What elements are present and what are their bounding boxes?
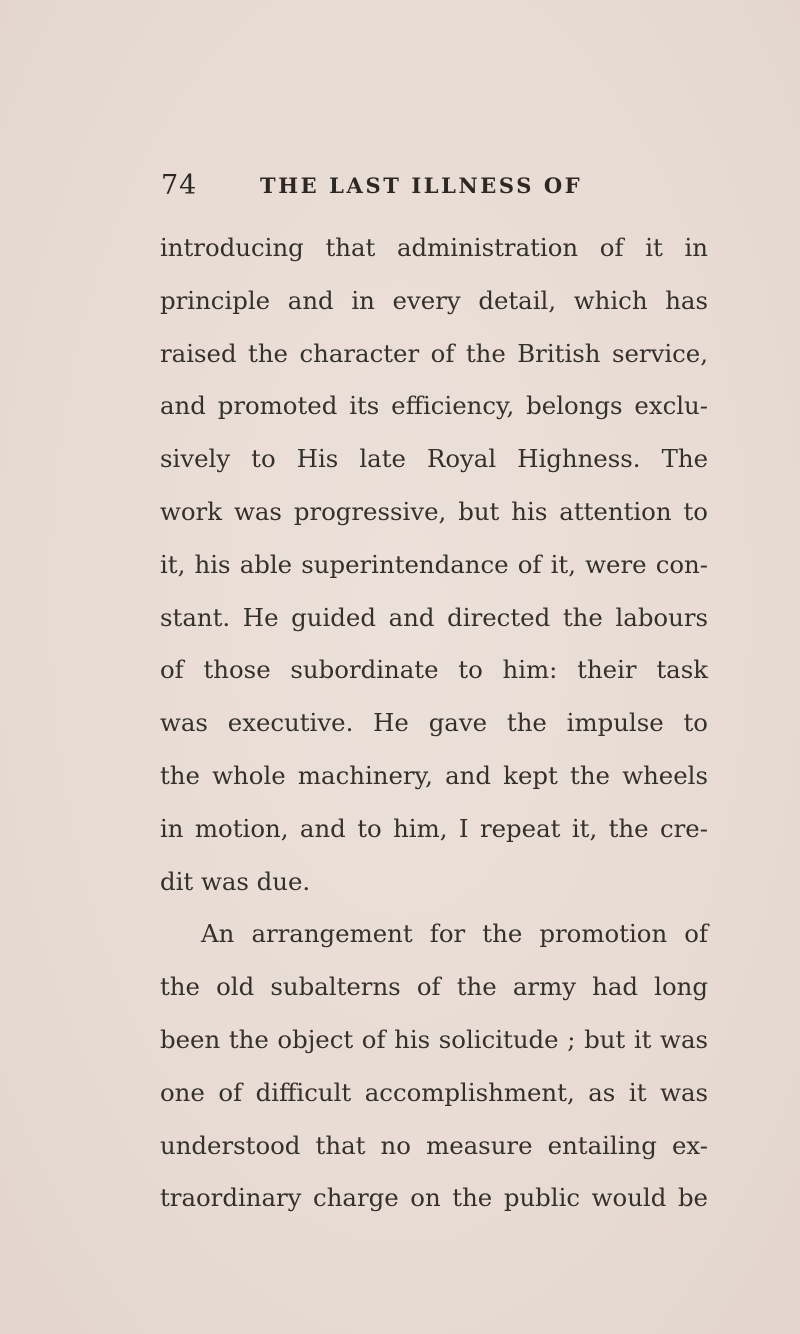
text-line: understood that no measure entailing ex- — [160, 1130, 708, 1160]
text-line: in motion, and to him, I repeat it, the cre- — [160, 813, 708, 843]
text-line: of those subordinate to him: their task — [160, 655, 708, 685]
text-line: sively to His late Royal Highness. The — [160, 444, 708, 474]
text-line: was executive. He gave the impulse to — [160, 708, 708, 738]
paragraph-end-line: dit was due. — [160, 866, 311, 896]
running-head — [0, 170, 800, 210]
text-line: the old subalterns of the army had long — [160, 972, 708, 1002]
page-number: 74 — [161, 170, 198, 201]
text-line: traordinary charge on the public would be — [160, 1183, 708, 1213]
paragraph-start-line: An arrangement for the promotion of — [201, 919, 708, 949]
text-line: one of difficult accomplishment, as it was — [160, 1077, 708, 1107]
text-line: and promoted its efficiency, belongs exclu- — [160, 391, 708, 421]
running-title: THE LAST ILLNESS OF — [260, 173, 583, 198]
text-line: work was progressive, but his attention to — [160, 496, 708, 526]
text-line: been the object of his solicitude ; but it was — [160, 1024, 708, 1054]
body-text — [160, 222, 708, 1225]
text-line: the whole machinery, and kept the wheels — [160, 760, 708, 790]
text-line: introducing that administration of it in — [160, 233, 708, 262]
text-line: it, his able superintendance of it, were con- — [160, 549, 708, 579]
text-line: principle and in every detail, which has — [160, 285, 708, 315]
text-line: stant. He guided and directed the labours — [160, 602, 708, 632]
text-line: raised the character of the British service, — [160, 338, 708, 368]
